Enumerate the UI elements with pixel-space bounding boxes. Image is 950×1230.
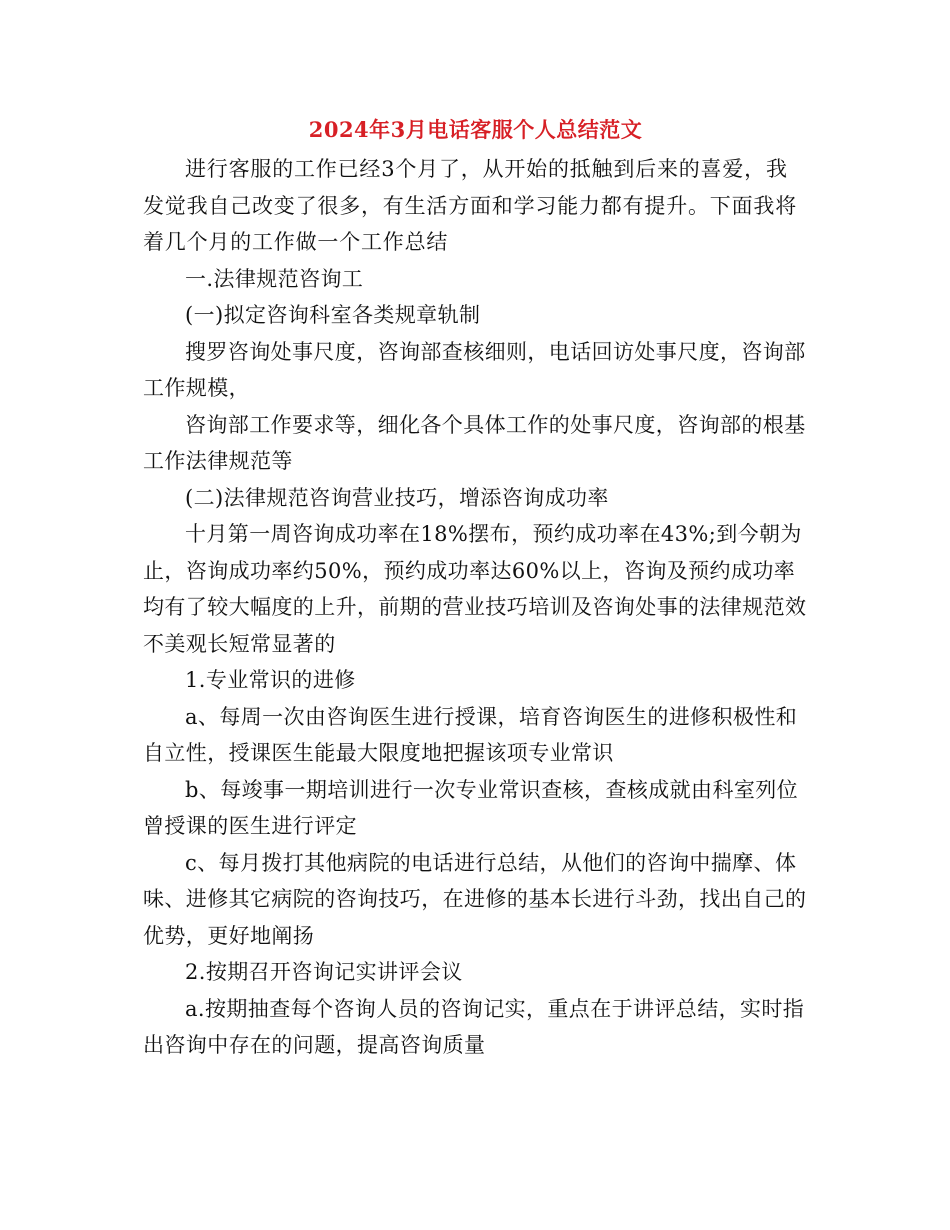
body-paragraph: 十月第一周咨询成功率在18%摆布，预约成功率在43%;到今朝为止，咨询成功率约50%，预约成功率达60%以上，咨询及预约成功率均有了较大幅度的上升，前期的营业技巧培训及咨询处事的法律规范效不美观长短常显著的 bbox=[143, 522, 807, 656]
subsection-heading-2: (二)法律规范咨询营业技巧，增添咨询成功率 bbox=[185, 485, 609, 510]
body-paragraph: 咨询部工作要求等，细化各个具体工作的处事尺度，咨询部的根基工作法律规范等 bbox=[143, 412, 806, 473]
list-item: a.按期抽查每个咨询人员的咨询记实，重点在于讲评总结，实时指出咨询中存在的问题，提高咨询质量 bbox=[143, 996, 805, 1057]
subsection-heading-1: (一)拟定咨询科室各类规章轨制 bbox=[185, 303, 481, 327]
list-item: a、每周一次由咨询医生进行授课，培育咨询医生的进修积极性和自立性，授课医生能最大限度地把握该项专业常识 bbox=[143, 704, 798, 765]
list-heading-1: 1.专业常识的进修 bbox=[185, 668, 356, 692]
document-title: 2024年3月电话客服个人总结范文 bbox=[308, 117, 643, 142]
intro-paragraph: 进行客服的工作已经3个月了，从开始的抵触到后来的喜爱，我发觉我自己改变了很多，有生活方面和学习能力都有提升。下面我将着几个月的工作做一个工作总结 bbox=[143, 157, 797, 254]
document-body bbox=[143, 113, 808, 1064]
list-heading-2: 2.按期召开咨询记实讲评会议 bbox=[185, 960, 463, 984]
list-item: b、每竣事一期培训进行一次专业常识查核，查核成就由科室列位曾授课的医生进行评定 bbox=[143, 777, 799, 838]
body-paragraph: 搜罗咨询处事尺度，咨询部查核细则，电话回访处事尺度，咨询部工作规模， bbox=[143, 339, 806, 400]
list-item: c、每月拨打其他病院的电话进行总结，从他们的咨询中揣摩、体味、进修其它病院的咨询技巧，在进修的基本长进行斗劲，找出自己的优势，更好地阐扬 bbox=[143, 850, 807, 948]
section-heading-1: 一.法律规范咨询工 bbox=[185, 266, 364, 291]
